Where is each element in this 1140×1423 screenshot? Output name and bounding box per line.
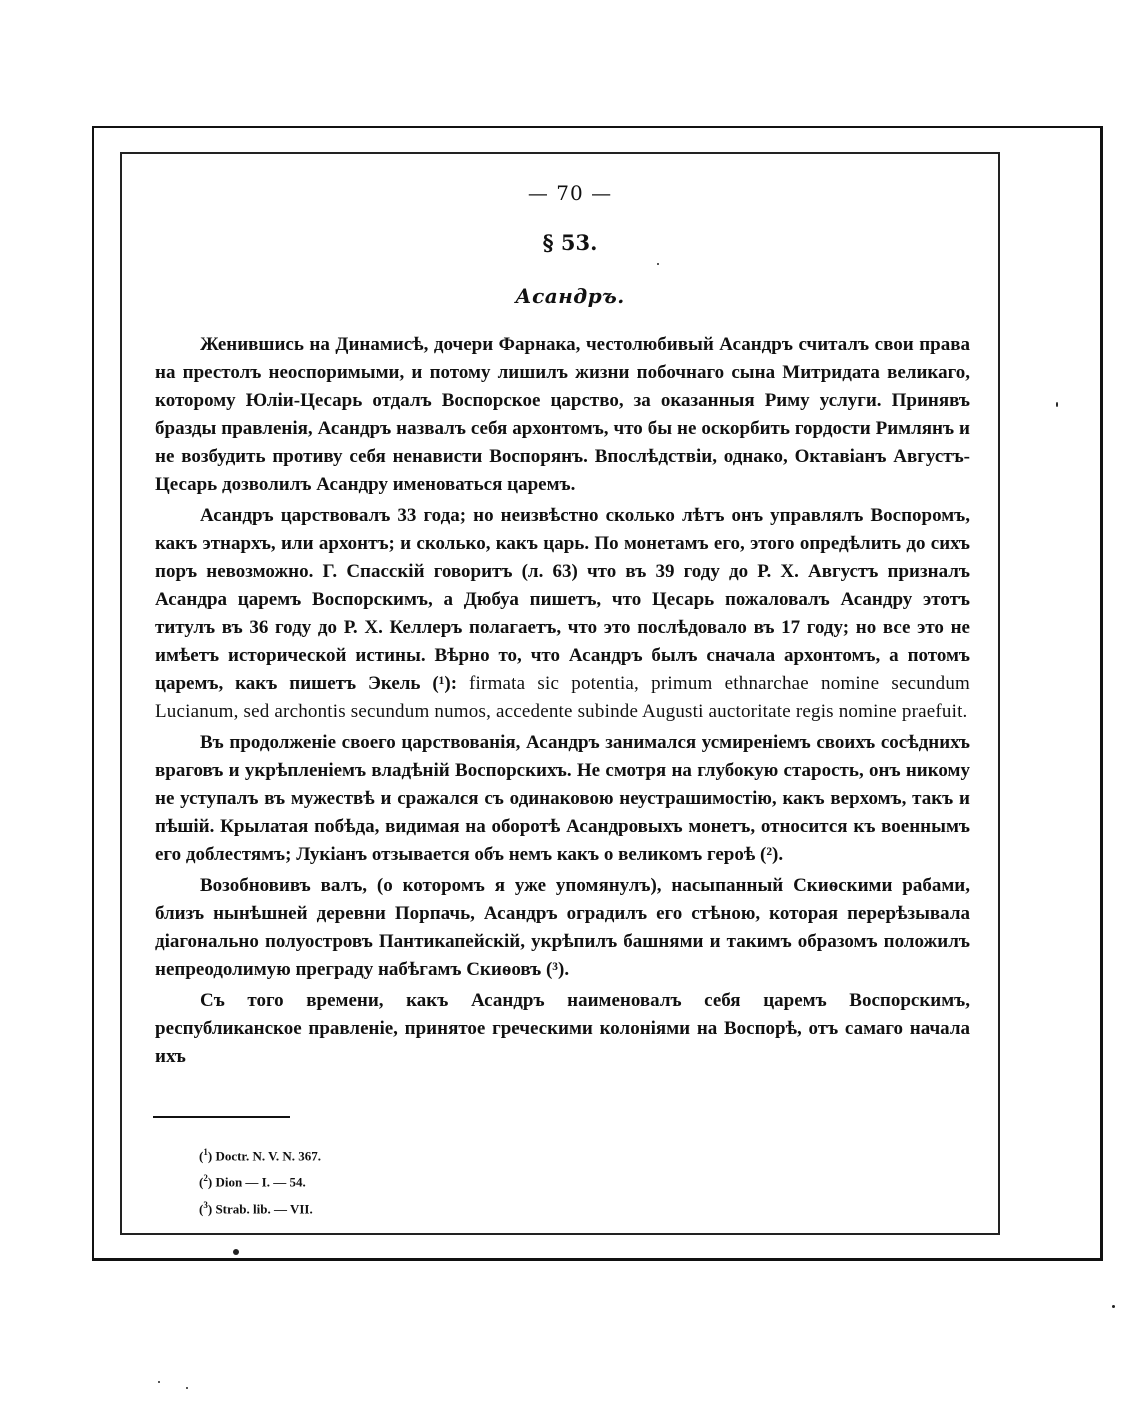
footnote-marker: 3 xyxy=(203,1199,208,1210)
page-number: — 70 — xyxy=(527,181,613,205)
paragraph-3: Въ продолженiе своего царствованiя, Асандръ занимался усмиренiемъ своихъ сосѣднихъ враговъ и укрѣпленiемъ владѣнiй Воспорскихъ. Не смотря на глубокую старость, онъ никому не уступалъ въ мужествѣ и сражался съ одинаковою неустрашимостiю, какъ верхомъ, такъ и пѣшiй. Крылатая побѣда, видимая на оборотѣ Асандровыхъ монетъ, относится къ военнымъ его доблестямъ; Лукiанъ отзывается объ немъ какъ о великомъ героѣ (²). xyxy=(155,732,970,865)
footnote-3: ($^3$) Strab. lib. — VII. xyxy=(199,1199,313,1216)
footnote-1: ($^1$) Doctr. N. V. N. 367. xyxy=(199,1147,322,1164)
footnote-marker: 2 xyxy=(203,1173,208,1184)
scan-speck xyxy=(158,1381,160,1383)
latin-quote: firmata sic potentia, primum ethnarchae nomine secundum Lucianum, sed archontis secundum numos, accedente subinde Augusti auctoritate regis nomine praefuit. xyxy=(155,673,971,722)
footnote-text: Strab. lib. — VII. xyxy=(215,1200,313,1216)
footnote-text: Doctr. N. V. N. 367. xyxy=(215,1148,322,1164)
scan-speck xyxy=(186,1387,188,1389)
paragraph-4: Возобновивъ валъ, (о которомъ я уже упомянулъ), насыпанный Скиѳскими рабами, близъ нынѣшней деревни Порпачь, Асандръ оградилъ его стѣною, которая перерѣзывала дiагонально полуостровъ Пантикапейскiй, укрѣпилъ башнями и такимъ образомъ положилъ непреодолимую преграду набѣгамъ Скиѳовъ (³). xyxy=(155,875,970,980)
footnote-text: Dion — I. — 54. xyxy=(215,1174,306,1190)
scan-speck xyxy=(1112,1305,1115,1308)
paragraph-2 xyxy=(155,502,970,726)
footnote-divider xyxy=(153,1116,290,1118)
section-number: § 53. xyxy=(542,230,598,255)
scan-speck xyxy=(1056,402,1058,407)
footnote-marker: 1 xyxy=(203,1147,208,1157)
section-title: Асандръ. xyxy=(515,284,625,308)
scan-speck xyxy=(233,1249,239,1255)
paragraph-1: Женившись на Динамисѣ, дочери Фарнака, честолюбивый Асандръ считалъ свои права на престолъ неоспоримыми, и потому лишилъ жизни побочнаго сына Митридата великаго, которому Юлiи-Цесарь отдалъ Воспорское царство, за оказанныя Риму услуги. Принявъ бразды правленiя, Асандръ назвалъ себя архонтомъ, что бы не оскорбить гордости Римлянъ и не возбудить противу себя ненависти Воспорянъ. Впослѣдствiи, однако, Октавiанъ Августъ-Цесарь дозволилъ Асандру именоваться царемъ. xyxy=(155,334,970,495)
paragraph-5: Съ того времени, какъ Асандръ наименовалъ себя царемъ Воспорскимъ, республиканское правленiе, принятое греческими колонiями на Воспорѣ, отъ самаго начала ихъ xyxy=(155,990,970,1067)
paragraph-2-text: Асандръ царствовалъ 33 года; но неизвѣстно сколько лѣтъ онъ управлялъ Воспоромъ, какъ этнархъ, или архонтъ; и сколько, какъ царь. По монетамъ его, этого опредѣлить до сихъ поръ невозможно. Г. Спасскiй говоритъ (л. 63) что въ 39 году до Р. Х. Августъ призналъ Асандра царемъ Воспорскимъ, а Дюбуа пишетъ, что Цесарь пожаловалъ Асандру этотъ титулъ въ 36 году до Р. Х. Келлеръ полагаетъ, что это послѣдовало въ 17 году; но все это не имѣетъ исторической истины. Вѣрно то, что Асандръ былъ сначала архонтомъ, а потомъ царемъ, какъ пишетъ Экель (¹): xyxy=(155,505,970,694)
footnote-2: ($^2$) Dion — I. — 54. xyxy=(199,1173,306,1190)
footnotes xyxy=(199,1141,321,1220)
body-text xyxy=(155,331,970,1074)
scan-speck xyxy=(657,263,659,265)
